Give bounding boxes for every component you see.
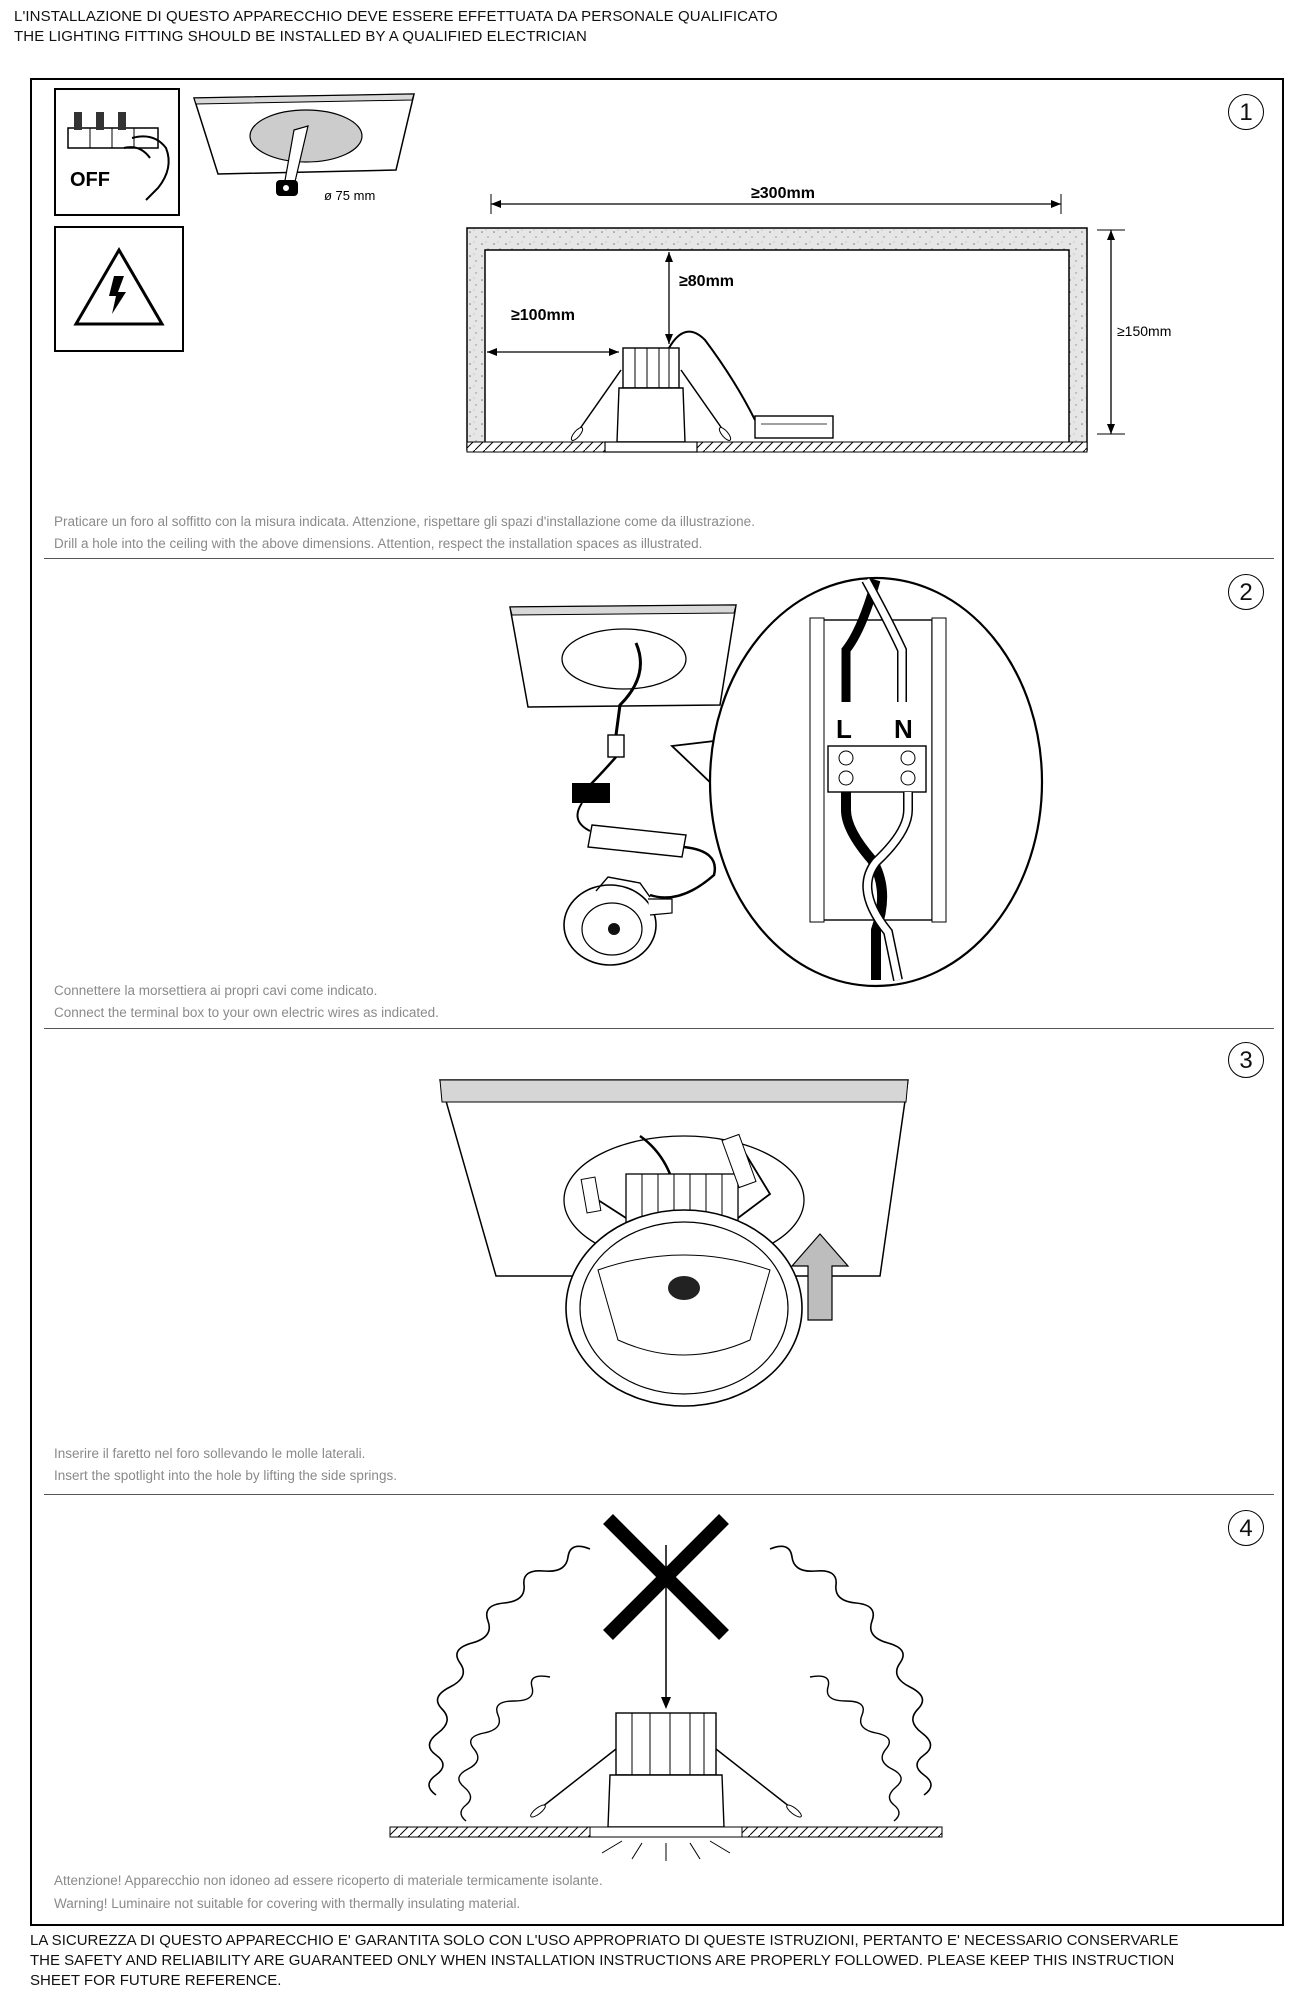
footer-safety-en-1: THE SAFETY AND RELIABILITY ARE GUARANTEED ONLY WHEN INSTALLATION INSTRUCTIONS ARE PROPERLY FOLLOWED. PLEASE KEEP THIS INSTRUCTION (30, 1952, 1175, 1969)
step-1-divider (44, 558, 1274, 559)
dim-top-label: ≥80mm (679, 273, 735, 290)
step-2-caption-en: Connect the terminal box to your own electric wires as indicated. (54, 1005, 439, 1020)
switch-off-label: OFF (70, 169, 110, 191)
no-insulation-covering-illustration (380, 1505, 980, 1865)
step-4-caption-en: Warning! Luminaire not suitable for covering with thermally insulating material. (54, 1896, 521, 1911)
header-warning-en: THE LIGHTING FITTING SHOULD BE INSTALLED BY A QUALIFIED ELECTRICIAN (14, 28, 587, 45)
step-4-caption-it: Attenzione! Apparecchio non idoneo ad essere ricoperto di materiale termicamente isolante. (54, 1873, 603, 1888)
header-warning-it: L'INSTALLAZIONE DI QUESTO APPARECCHIO DEVE ESSERE EFFETTUATA DA PERSONALE QUALIFICATO (14, 8, 778, 25)
dim-width-label: ≥300mm (751, 185, 815, 202)
step-3-caption-it: Inserire il faretto nel foro sollevando le molle laterali. (54, 1446, 366, 1461)
footer-safety-it: LA SICUREZZA DI QUESTO APPARECCHIO E' GARANTITA SOLO CON L'USO APPROPRIATO DI QUESTE ISTRUZIONI, PERTANTO E' NECESSARIO CONSERVARLE (30, 1932, 1179, 1949)
footer-safety-en-2: SHEET FOR FUTURE REFERENCE. (30, 1972, 282, 1989)
terminal-live-label: L (836, 714, 852, 744)
step-4-number: 4 (1228, 1510, 1264, 1546)
electric-hazard-icon (54, 226, 184, 352)
power-off-switch-icon (54, 88, 180, 216)
step-1-caption-en: Drill a hole into the ceiling with the above dimensions. Attention, respect the installation spaces as illustrated. (54, 536, 703, 551)
dim-side-label: ≥100mm (511, 307, 575, 324)
hole-diameter-label: ø 75 mm (324, 188, 376, 203)
step-3-divider (44, 1494, 1274, 1495)
ceiling-hole-drill-illustration (190, 90, 420, 210)
step-2-caption-it: Connettere la morsettiera ai propri cavi come indicato. (54, 983, 378, 998)
step-2-divider (44, 1028, 1274, 1029)
step-3-caption-en: Insert the spotlight into the hole by lifting the side springs. (54, 1468, 397, 1483)
step-1-caption-it: Praticare un foro al soffitto con la misura indicata. Attenzione, rispettare gli spazi d'installazione come da illustrazione. (54, 514, 755, 529)
terminal-neutral-label: N (894, 714, 913, 744)
step-2-number: 2 (1228, 574, 1264, 610)
dim-height-label: ≥150mm (1117, 323, 1172, 339)
spotlight-insertion-illustration (430, 1070, 920, 1430)
terminal-block-detail (640, 570, 1050, 990)
step-3-number: 3 (1228, 1042, 1264, 1078)
step-1-number: 1 (1228, 94, 1264, 130)
installation-clearance-diagram (455, 180, 1172, 465)
